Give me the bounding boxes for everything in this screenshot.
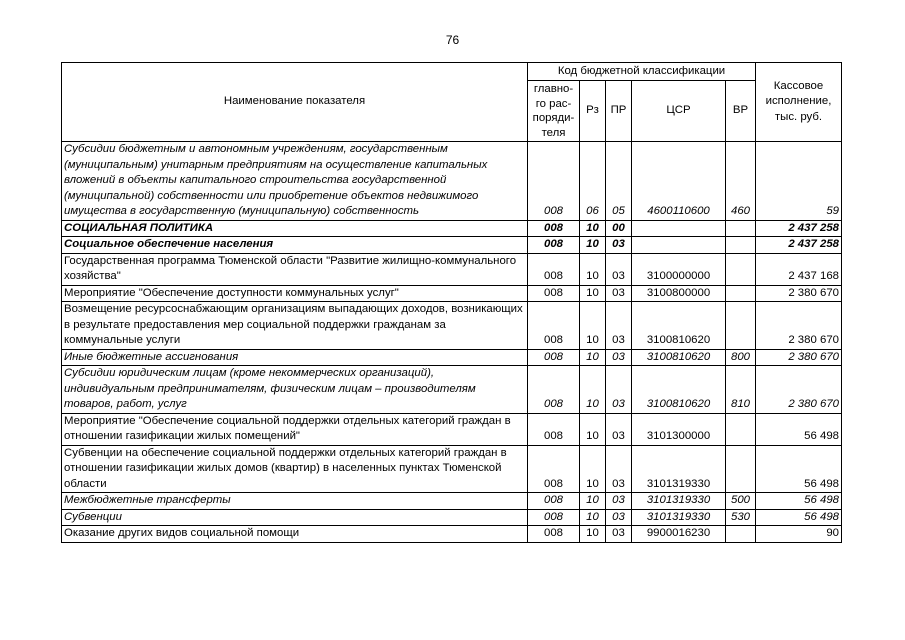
row-amount: 2 380 670: [756, 302, 842, 350]
row-vr: [726, 526, 756, 543]
header-pr: ПР: [606, 81, 632, 142]
table-row: [62, 142, 842, 221]
row-name: Оказание других видов социальной помощи: [62, 526, 528, 543]
row-vr: 500: [726, 493, 756, 510]
row-admin: 008: [528, 493, 580, 510]
header-rz: Рз: [580, 81, 606, 142]
row-amount: 2 380 670: [756, 349, 842, 366]
row-pr: 05: [606, 142, 632, 221]
row-csr: 3101319330: [632, 509, 726, 526]
row-rz: 06: [580, 142, 606, 221]
table-row: [62, 253, 842, 285]
row-amount: 56 498: [756, 445, 842, 493]
row-name: Государственная программа Тюменской области "Развитие жилищно-коммунального хозяйства": [62, 253, 528, 285]
row-admin: 008: [528, 253, 580, 285]
row-pr: 03: [606, 509, 632, 526]
page-number: 76: [445, 33, 460, 47]
row-csr: 3100810620: [632, 366, 726, 414]
table-row: [62, 493, 842, 510]
row-rz: 10: [580, 366, 606, 414]
row-amount: 59: [756, 142, 842, 221]
row-csr: 9900016230: [632, 526, 726, 543]
table-row: [62, 445, 842, 493]
table-row: [62, 509, 842, 526]
row-rz: 10: [580, 493, 606, 510]
row-admin: 008: [528, 142, 580, 221]
row-name: Субвенции: [62, 509, 528, 526]
row-name: Мероприятие "Обеспечение социальной поддержки отдельных категорий граждан в отношении газификации жилых помещений": [62, 413, 528, 445]
row-csr: 3100800000: [632, 285, 726, 302]
row-admin: 008: [528, 366, 580, 414]
row-pr: 03: [606, 526, 632, 543]
table-row: [62, 237, 842, 254]
row-rz: 10: [580, 302, 606, 350]
row-admin: 008: [528, 237, 580, 254]
row-rz: 10: [580, 237, 606, 254]
row-vr: [726, 253, 756, 285]
row-pr: 03: [606, 493, 632, 510]
row-name: Возмещение ресурсоснабжающим организациям выпадающих доходов, возникающих в результате предоставления мер социальной поддержки гражданам за коммунальные услуги: [62, 302, 528, 350]
header-admin: главно-го рас-поряди-теля: [528, 81, 580, 142]
row-pr: 03: [606, 285, 632, 302]
row-pr: 03: [606, 445, 632, 493]
row-vr: [726, 237, 756, 254]
header-vr: ВР: [726, 81, 756, 142]
row-rz: 10: [580, 285, 606, 302]
row-name: СОЦИАЛЬНАЯ ПОЛИТИКА: [62, 220, 528, 237]
header-csr: ЦСР: [632, 81, 726, 142]
row-admin: 008: [528, 285, 580, 302]
row-rz: 10: [580, 413, 606, 445]
row-admin: 008: [528, 445, 580, 493]
row-amount: 2 437 168: [756, 253, 842, 285]
header-code-group: Код бюджетной классификации: [528, 63, 756, 81]
row-pr: 00: [606, 220, 632, 237]
row-csr: [632, 220, 726, 237]
row-csr: 4600110600: [632, 142, 726, 221]
row-rz: 10: [580, 445, 606, 493]
row-rz: 10: [580, 253, 606, 285]
row-vr: [726, 285, 756, 302]
row-pr: 03: [606, 237, 632, 254]
row-amount: 56 498: [756, 413, 842, 445]
row-admin: 008: [528, 413, 580, 445]
row-admin: 008: [528, 509, 580, 526]
row-csr: 3100810620: [632, 349, 726, 366]
row-amount: 2 437 258: [756, 237, 842, 254]
header-name: Наименование показателя: [62, 63, 528, 142]
row-csr: 3100000000: [632, 253, 726, 285]
table-row: [62, 349, 842, 366]
row-vr: [726, 445, 756, 493]
row-rz: 10: [580, 349, 606, 366]
row-name: Межбюджетные трансферты: [62, 493, 528, 510]
row-admin: 008: [528, 526, 580, 543]
budget-execution-table: [61, 62, 842, 543]
row-name: Субвенции на обеспечение социальной поддержки отдельных категорий граждан в отношении газификации жилых домов (квартир) в населенных пунктах Тюменской области: [62, 445, 528, 493]
row-vr: 810: [726, 366, 756, 414]
row-pr: 03: [606, 302, 632, 350]
row-name: Мероприятие "Обеспечение доступности коммунальных услуг": [62, 285, 528, 302]
row-name: Социальное обеспечение населения: [62, 237, 528, 254]
row-csr: 3101319330: [632, 445, 726, 493]
row-name: Субсидии юридическим лицам (кроме некоммерческих организаций), индивидуальным предпринимателям, физическим лицам – производителям товаров, работ, услуг: [62, 366, 528, 414]
table-row: [62, 285, 842, 302]
row-csr: [632, 237, 726, 254]
row-amount: 2 380 670: [756, 366, 842, 414]
row-vr: [726, 302, 756, 350]
row-pr: 03: [606, 349, 632, 366]
row-pr: 03: [606, 413, 632, 445]
table-row: [62, 220, 842, 237]
row-csr: 3101300000: [632, 413, 726, 445]
row-amount: 2 437 258: [756, 220, 842, 237]
row-pr: 03: [606, 366, 632, 414]
table-row: [62, 302, 842, 350]
row-rz: 10: [580, 220, 606, 237]
row-csr: 3100810620: [632, 302, 726, 350]
row-rz: 10: [580, 526, 606, 543]
row-admin: 008: [528, 349, 580, 366]
table-row: [62, 526, 842, 543]
row-admin: 008: [528, 220, 580, 237]
row-amount: 56 498: [756, 493, 842, 510]
header-amount: Кассовое исполнение, тыс. руб.: [756, 63, 842, 142]
row-name: Субсидии бюджетным и автономным учреждениям, государственным (муниципальным) унитарным предприятиям на осуществление капитальных вложений в объекты капитального строительства государственной (муниципальной) собственности или приобретение объектов недвижимого имущества в государственную (муниципальную) собственность: [62, 142, 528, 221]
row-vr: 530: [726, 509, 756, 526]
row-amount: 56 498: [756, 509, 842, 526]
table-row: [62, 413, 842, 445]
row-vr: [726, 220, 756, 237]
row-csr: 3101319330: [632, 493, 726, 510]
row-vr: [726, 413, 756, 445]
row-vr: 800: [726, 349, 756, 366]
row-name: Иные бюджетные ассигнования: [62, 349, 528, 366]
row-admin: 008: [528, 302, 580, 350]
table-row: [62, 366, 842, 414]
row-amount: 2 380 670: [756, 285, 842, 302]
row-pr: 03: [606, 253, 632, 285]
row-vr: 460: [726, 142, 756, 221]
row-amount: 90: [756, 526, 842, 543]
row-rz: 10: [580, 509, 606, 526]
